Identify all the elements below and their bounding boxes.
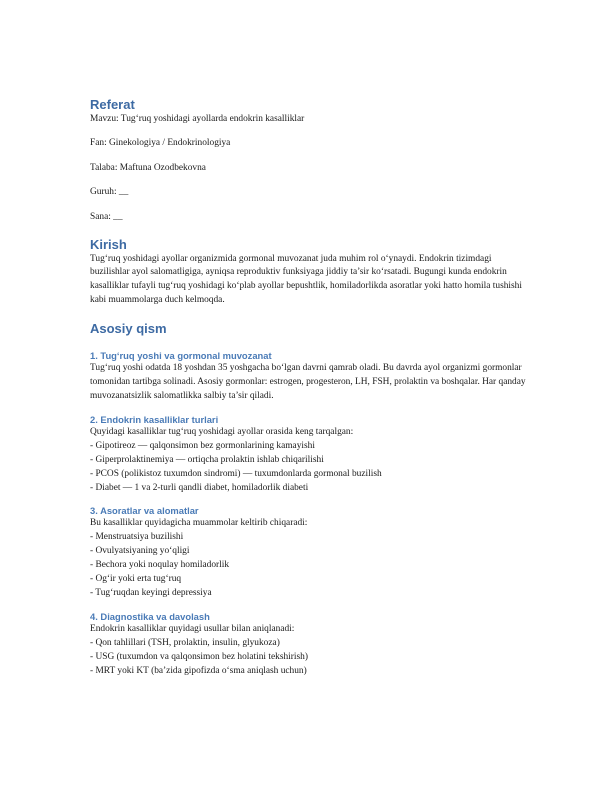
- sana-line: Sana: __: [90, 211, 123, 222]
- asosiy-heading: Asosiy qism: [90, 321, 167, 337]
- list-item: - USG (tuxumdon va qalqonsimon bez holatini tekshirish): [90, 651, 308, 662]
- list-item: - MRT yoki KT (ba’zida gipofizda o‘sma aniqlash uchun): [90, 665, 307, 676]
- list-item: - Menstruatsiya buzilishi: [90, 532, 184, 543]
- section-2-list: [90, 440, 530, 496]
- section-4-heading: 4. Diagnostika va davolash: [90, 610, 210, 622]
- section-1-paragraph: Tug‘ruq yoshi odatda 18 yoshdan 35 yoshgacha bo‘lgan davrni qamrab oladi. Bu davrda ayol organizmi gormonlar tomonidan tartibga solinadi. Asosiy gormonlar: estrogen, progesteron, LH, FSH, prolaktin va boshqalar. Har qanday muvozanatsizlik salomatlikka salbiy ta’sir qiladi.: [90, 363, 526, 401]
- kirish-heading: Kirish: [90, 236, 127, 252]
- talaba-line: Talaba: Maftuna Ozodbekovna: [90, 162, 206, 173]
- document-page: [90, 96, 530, 678]
- list-item: - Qon tahlillari (TSH, prolaktin, insulin, glyukoza): [90, 637, 280, 648]
- section-3-heading: 3. Asoratlar va alomatlar: [90, 505, 199, 517]
- list-item: - Bechora yoki noqulay homiladorlik: [90, 560, 230, 571]
- section-3-list: [90, 531, 530, 601]
- section-2-intro: Quyidagi kasalliklar tug‘ruq yoshidagi ayollar orasida keng tarqalgan:: [90, 426, 354, 437]
- section-3-intro: Bu kasalliklar quyidagicha muammolar keltirib chiqaradi:: [90, 518, 308, 529]
- list-item: - Ovulyatsiyaning yo‘qligi: [90, 546, 190, 557]
- document-title: Referat: [90, 97, 135, 112]
- section-1-heading: 1. Tug‘ruq yoshi va gormonal muvozanat: [90, 350, 272, 362]
- section-2-heading: 2. Endokrin kasalliklar turlari: [90, 413, 219, 425]
- list-item: - Og‘ir yoki erta tug‘ruq: [90, 574, 182, 585]
- section-4-list: [90, 637, 530, 679]
- guruh-line: Guruh: __: [90, 187, 129, 198]
- kirish-paragraph: Tug‘ruq yoshidagi ayollar organizmida gormonal muvozanat juda muhim rol o‘ynaydi. Endokrin tizimdagi buzilishlar ayol salomatligiga, ayniqsa reproduktiv funksiyaga jiddiy ta’sir ko‘rsatadi. Bugungi kunda endokrin kasalliklar tufayli tug‘ruq yoshidagi ko‘plab ayollar bepushtlik, homiladorlikda asoratlar yoki hatto homila tushishi kabi muammolarga duch kelmoqda.: [90, 253, 522, 306]
- list-item: - Diabet — 1 va 2-turli qandli diabet, homiladorlik diabeti: [90, 482, 309, 493]
- list-item: - PCOS (polikistoz tuxumdon sindromi) — tuxumdonlarda gormonal buzilish: [90, 468, 382, 479]
- list-item: - Tug‘ruqdan keyingi depressiya: [90, 587, 212, 598]
- mavzu-line: Mavzu: Tug‘ruq yoshidagi ayollarda endokrin kasalliklar: [90, 114, 305, 124]
- fan-line: Fan: Ginekologiya / Endokrinologiya: [90, 138, 231, 149]
- list-item: - Giperprolaktinemiya — ortiqcha prolaktin ishlab chiqarilishi: [90, 454, 324, 465]
- section-4-intro: Endokrin kasalliklar quyidagi usullar bilan aniqlanadi:: [90, 623, 295, 634]
- list-item: - Gipotireoz — qalqonsimon bez gormonlarining kamayishi: [90, 440, 315, 451]
